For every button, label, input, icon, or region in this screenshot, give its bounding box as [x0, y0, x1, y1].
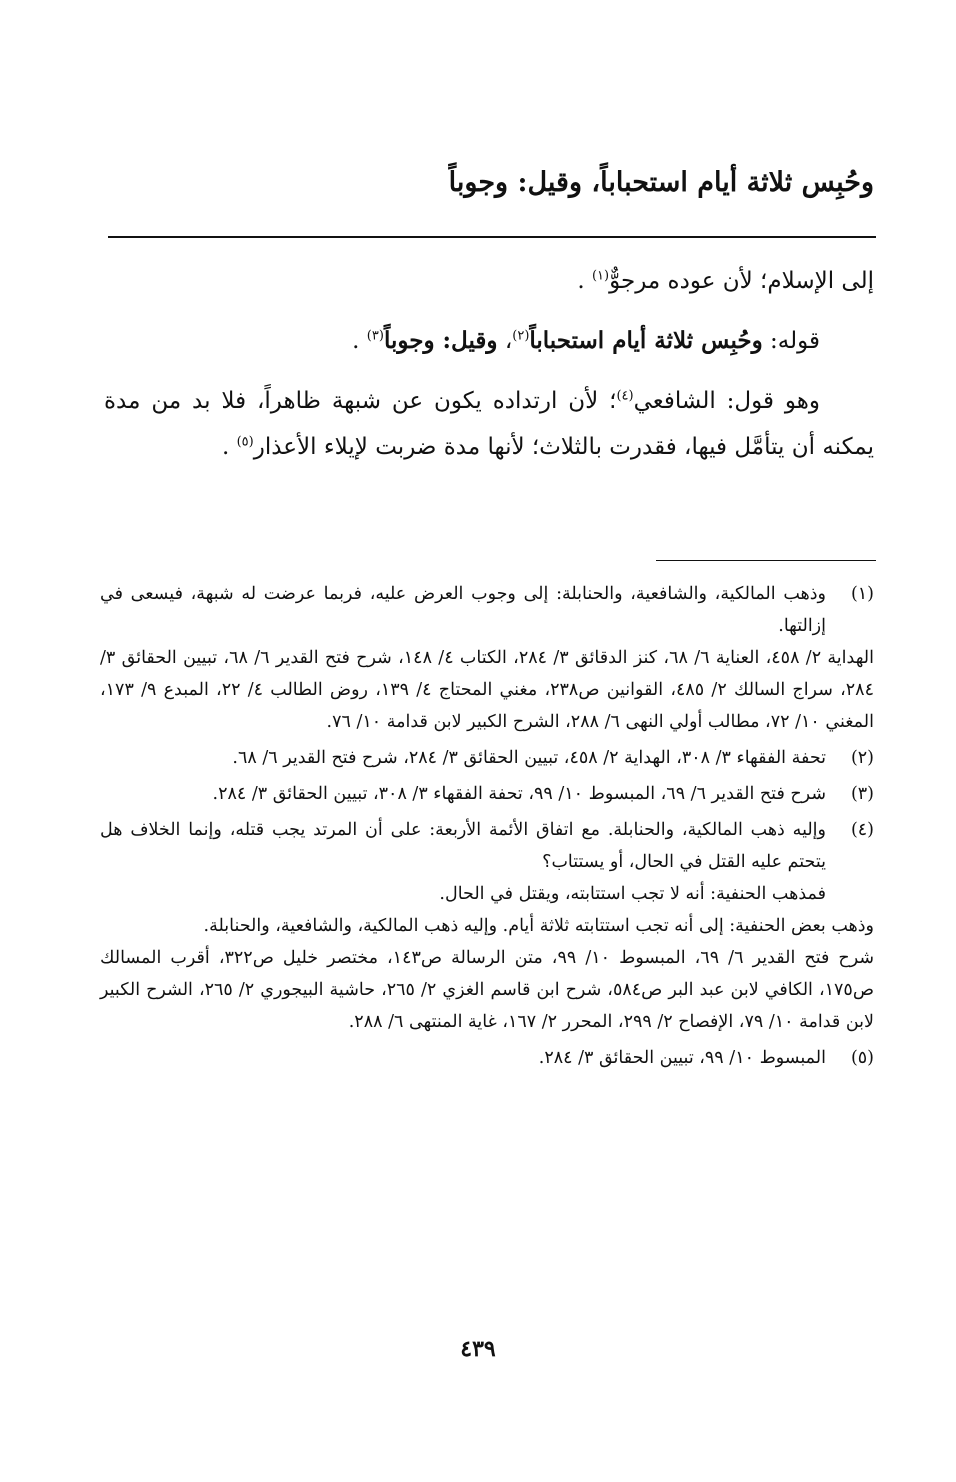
- running-header-title: وحُبِس ثلاثة أيام استحباباً، وقيل: وجوباً: [448, 167, 874, 198]
- footnote-number: (٤): [850, 820, 874, 840]
- footnote-separator: [656, 560, 876, 561]
- footnote-ref-5: (٥): [236, 434, 254, 450]
- header-divider: [108, 236, 876, 238]
- paragraph-3-text-a: وهو قول: الشافعي: [633, 388, 820, 414]
- footnote-number: (٣): [850, 784, 874, 804]
- footnote-ref-4: (٤): [616, 388, 634, 404]
- paragraph-3-text-b: ؛ لأن ارتداده يكون عن شبهة ظاهراً، فلا بد من مدة يمكنه أن يتأمَّل فيها، فقدرت بالثلاث؛ لأنها مدة ضربت لإيلاء الأعذار: [104, 388, 874, 460]
- footnote-line: وإليه ذهب المالكية، والحنابلة. مع اتفاق الأئمة الأربعة: على أن المرتد يجب قتله، وإنما الخلاف هل يتحتم عليه القتل في الحال، أو يستتاب؟: [100, 820, 826, 872]
- footnote-ref-2: (٢): [512, 328, 530, 344]
- footnote-5: [100, 1042, 874, 1074]
- footnote-2: [100, 742, 874, 774]
- paragraph-1-end: .: [577, 268, 585, 294]
- main-text: [104, 258, 874, 470]
- paragraph-1: [104, 258, 874, 304]
- footnote-body: شرح فتح القدير ٦/ ٦٩، المبسوط ١٠/ ٩٩، تحفة الفقهاء ٣/ ٣٠٨، تبيين الحقائق ٣/ ٢٨٤.: [212, 784, 826, 804]
- paragraph-1-text: إلى الإسلام؛ لأن عوده مرجوٌّ: [609, 268, 874, 294]
- quoted-text-b: وقيل: وجوباً: [383, 327, 498, 354]
- footnote-number: (٥): [850, 1048, 874, 1068]
- quoted-text-a: وحُبِس ثلاثة أيام استحباباً: [529, 327, 763, 354]
- footnote-citations: شرح فتح القدير ٦/ ٦٩، المبسوط ١٠/ ٩٩، متن الرسالة ص١٤٣، مختصر خليل ص٣٢٢، أقرب المسالك ص١٧٥، الكافي لابن عبد البر ص٥٨٤، شرح ابن قاسم الغزي ٢/ ٢٦٥، حاشية البيجوري ٢/ ٢٦٥، الشرح الكبير لابن قدامة ١٠/ ٧٩، الإفصاح ٢/ ٢٩٩، المحرر ٢/ ١٦٧، غاية المنتهى ٦/ ٢٨٨.: [100, 948, 875, 1032]
- paragraph-2: [104, 318, 874, 364]
- footnote-number: (١): [850, 584, 874, 604]
- footnote-4: [100, 814, 874, 1038]
- footnote-ref-3: (٣): [366, 328, 384, 344]
- footnote-line: وذهب بعض الحنفية: إلى أنه تجب استتابته ثلاثة أيام. وإليه ذهب المالكية، والشافعية، والحنابلة.: [203, 916, 874, 936]
- page-number: ٤٣٩: [460, 1336, 496, 1362]
- footnote-1: [100, 578, 874, 738]
- paragraph-3: [104, 378, 874, 470]
- footnote-body: المبسوط ١٠/ ٩٩، تبيين الحقائق ٣/ ٢٨٤.: [538, 1048, 826, 1068]
- footnote-body: تحفة الفقهاء ٣/ ٣٠٨، الهداية ٢/ ٤٥٨، تبيين الحقائق ٣/ ٢٨٤، شرح فتح القدير ٦/ ٦٨.: [232, 748, 826, 768]
- footnote-line: وذهب المالكية، والشافعية، والحنابلة: إلى وجوب العرض عليه، فربما عرضت له شبهة، فيسعى في إزالتها.: [100, 584, 826, 636]
- paragraph-2-end: .: [352, 328, 360, 354]
- paragraph-2-prefix: قوله:: [762, 328, 820, 354]
- paragraph-2-mid: ،: [497, 328, 513, 354]
- footnote-ref-1: (١): [591, 268, 610, 284]
- footnote-citations: الهداية ٢/ ٤٥٨، العناية ٦/ ٦٨، كنز الدقائق ٣/ ٢٨٤، الكتاب ٤/ ١٤٨، شرح فتح القدير ٦/ ٦٨، تبيين الحقائق ٣/ ٢٨٤، سراج السالك ٢/ ٤٨٥، القوانين ص٢٣٨، مغني المحتاج ٤/ ١٣٩، روض الطالب ٤/ ٢٢، المبدع ٩/ ١٧٣، المغني ١٠/ ٧٢، مطالب أولي النهى ٦/ ٢٨٨، الشرح الكبير لابن قدامة ١٠/ ٧٦.: [100, 648, 874, 732]
- footnote-number: (٢): [850, 748, 874, 768]
- footnote-body: [100, 578, 874, 738]
- footnote-3: [100, 778, 874, 810]
- footnotes: [100, 578, 874, 1078]
- footnote-body: [100, 814, 875, 1038]
- paragraph-3-end: .: [221, 434, 230, 460]
- footnote-line: فمذهب الحنفية: أنه لا تجب استتابته، ويقتل في الحال.: [439, 884, 826, 904]
